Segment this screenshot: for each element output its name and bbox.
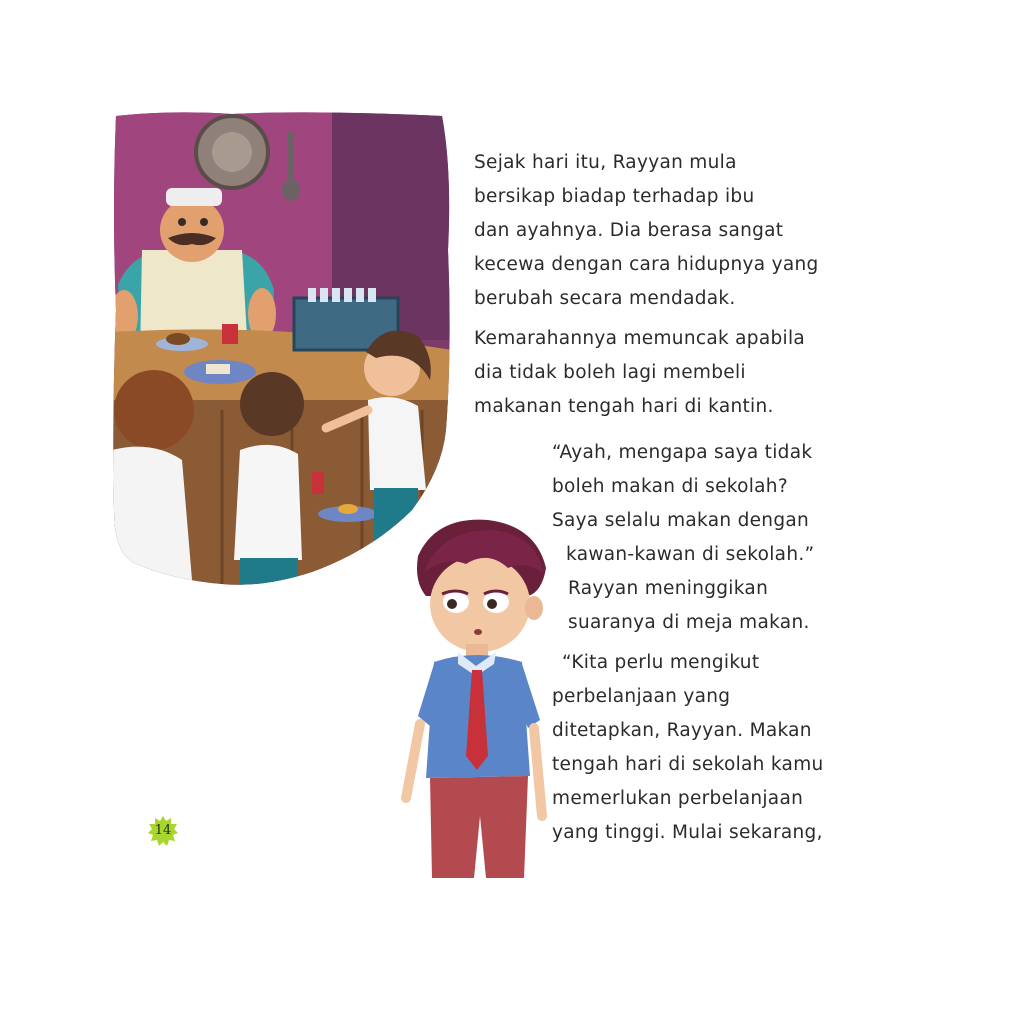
text-line: Saya selalu makan dengan	[552, 510, 810, 531]
text-line: suaranya di meja makan.	[568, 612, 810, 633]
text-line: memerlukan perbelanjaan	[552, 788, 804, 809]
text-line: ditetapkan, Rayyan. Makan	[552, 720, 812, 741]
text-line: “Ayah, mengapa saya tidak	[552, 442, 813, 463]
text-line: Sejak hari itu, Rayyan mula	[474, 152, 737, 173]
paragraph-4	[552, 646, 824, 850]
text-line: Rayyan meninggikan	[568, 578, 769, 599]
paragraph-3	[552, 436, 814, 640]
text-line: tengah hari di sekolah kamu	[552, 754, 824, 775]
text-line: yang tinggi. Mulai sekarang,	[552, 822, 823, 843]
text-line: makanan tengah hari di kantin.	[474, 396, 774, 417]
page-number-badge	[148, 816, 178, 846]
text-line: boleh makan di sekolah?	[552, 476, 788, 497]
text-line: perbelanjaan yang	[552, 686, 731, 707]
sad-boy-illustration	[396, 516, 552, 878]
text-line: “Kita perlu mengikut	[562, 652, 760, 673]
paragraph-2	[474, 322, 805, 424]
text-line: kawan-kawan di sekolah.”	[566, 544, 815, 565]
text-line: dia tidak boleh lagi membeli	[474, 362, 746, 383]
text-line: dan ayahnya. Dia berasa sangat	[474, 220, 784, 241]
page-number: 14	[154, 823, 172, 838]
text-line: berubah secara mendadak.	[474, 288, 736, 309]
child-left	[112, 370, 194, 580]
text-line: Kemarahannya memuncak apabila	[474, 328, 806, 349]
text-line: bersikap biadap terhadap ibu	[474, 186, 755, 207]
text-line: kecewa dengan cara hidupnya yang	[474, 254, 819, 275]
paragraph-1	[474, 146, 819, 316]
